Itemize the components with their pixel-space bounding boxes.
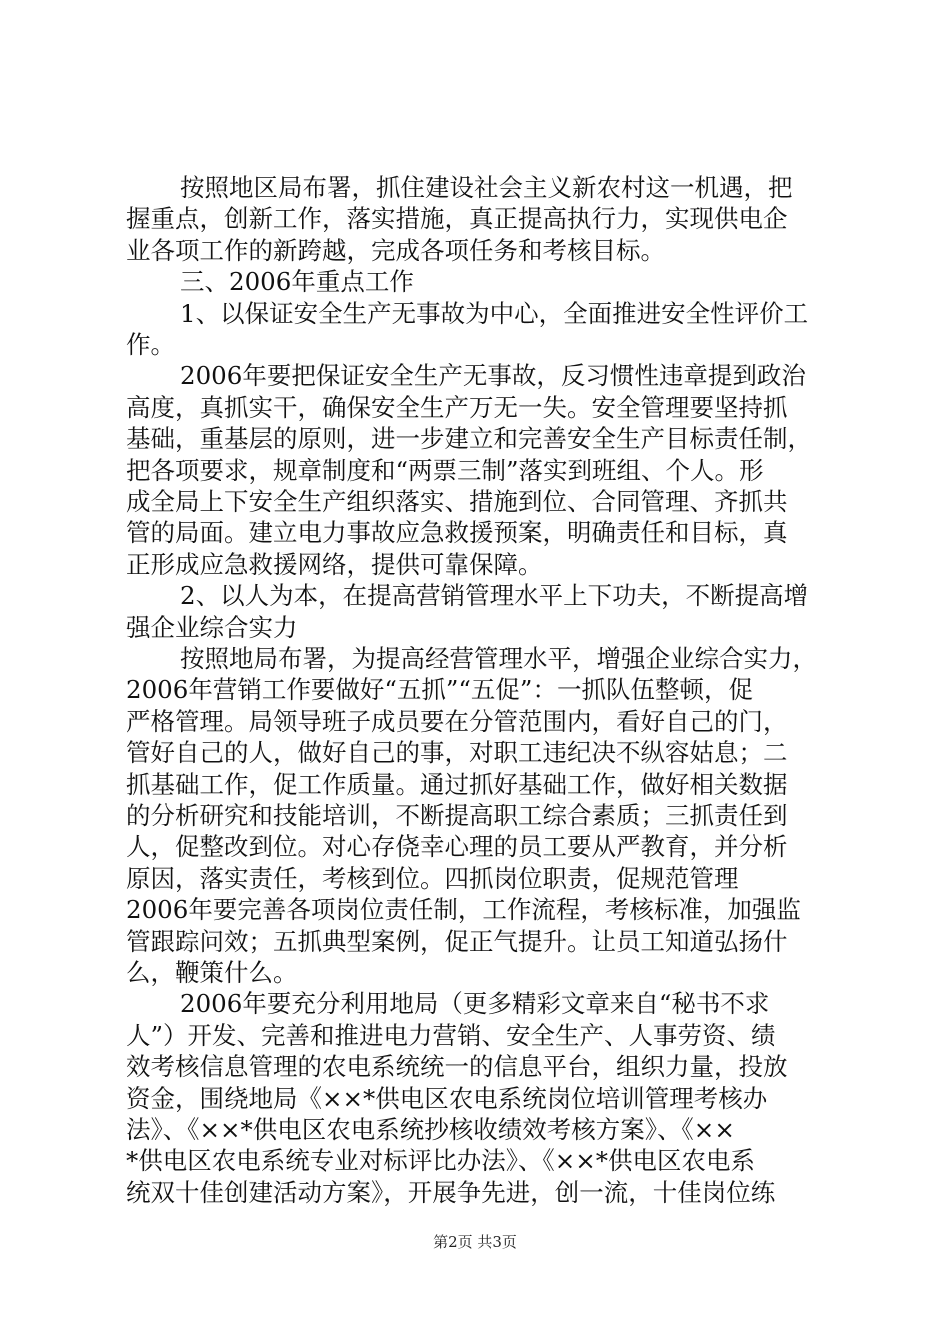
- text-line: 握重点，创新工作，落实措施，真正提高执行力，实现供电企: [126, 204, 788, 234]
- text-line: 把各项要求，规章制度和“两票三制”落实到班组、个人。形: [126, 455, 764, 485]
- text-line: 抓基础工作，促工作质量。通过抓好基础工作，做好相关数据: [126, 769, 788, 799]
- text-line: 统双十佳创建活动方案》，开展争先进，创一流，十佳岗位练: [126, 1177, 776, 1207]
- text-line: 么，鞭策什么。: [126, 958, 298, 987]
- subsection-heading: 2、以人为本，在提高营销管理水平上下功夫，不断提高增: [180, 581, 809, 611]
- text-line: 管好自己的人，做好自己的事，对职工违纪决不纵容姑息；二: [126, 738, 788, 768]
- text-line: 作。: [126, 330, 175, 359]
- text-line: 按照地局布署，为提高经营管理水平，增强企业综合实力，: [180, 644, 817, 673]
- text-line: 正形成应急救援网络，提供可靠保障。: [126, 549, 543, 579]
- text-line: *供电区农电系统专业对标评比办法》、《××*供电区农电系: [126, 1146, 756, 1176]
- text-line: 业各项工作的新跨越，完成各项任务和考核目标。: [126, 235, 665, 265]
- text-line: 管跟踪问效；五抓典型案例，促正气提升。让员工知道弘扬什: [126, 926, 788, 956]
- text-line: 的分析研究和技能培训，不断提高职工综合素质；三抓责任到: [126, 801, 788, 830]
- text-line: 按照地区局布署，抓住建设社会主义新农村这一机遇，把: [180, 173, 793, 202]
- subsection-heading: 1、以保证安全生产无事故为中心，全面推进安全性评价工: [180, 298, 809, 328]
- text-line: 强企业综合实力: [126, 612, 298, 642]
- text-line: 效考核信息管理的农电系统统一的信息平台，组织力量，投放: [126, 1052, 788, 1082]
- text-line: 基础，重基层的原则，进一步建立和完善安全生产目标责任制，: [126, 424, 812, 454]
- text-line: 人，促整改到位。对心存侥幸心理的员工要从严教育，并分析: [126, 832, 788, 862]
- text-line: 2006年要完善各项岗位责任制，工作流程，考核标准，加强监: [126, 895, 801, 925]
- page-number-footer: 第2页 共3页: [433, 1233, 517, 1251]
- text-line: 成全局上下安全生产组织落实、措施到位、合同管理、齐抓共: [126, 487, 788, 516]
- text-line: 人”）开发、完善和推进电力营销、安全生产、人事劳资、绩: [126, 1020, 776, 1050]
- text-line: 严格管理。局领导班子成员要在分管范围内，看好自己的门，: [126, 706, 788, 736]
- text-line: 2006年营销工作要做好“五抓”“五促”：一抓队伍整顿，促: [126, 675, 753, 705]
- text-line: 原因，落实责任，考核到位。四抓岗位职责，促规范管理: [126, 863, 739, 893]
- text-line: 2006年要把保证安全生产无事故，反习惯性违章提到政治: [180, 361, 806, 391]
- section-heading: 三、2006年重点工作: [180, 267, 414, 297]
- text-line: 高度，真抓实干，确保安全生产万无一失。安全管理要坚持抓: [126, 392, 788, 422]
- text-line: 法》、《××*供电区农电系统抄核收绩效考核方案》、《××: [126, 1115, 735, 1144]
- text-line: 资金，围绕地局《××*供电区农电系统岗位培训管理考核办: [126, 1083, 768, 1113]
- text-line: 2006年要充分利用地局（更多精彩文章来自“秘书不求: [180, 989, 770, 1019]
- text-line: 管的局面。建立电力事故应急救援预案，明确责任和目标，真: [126, 518, 788, 548]
